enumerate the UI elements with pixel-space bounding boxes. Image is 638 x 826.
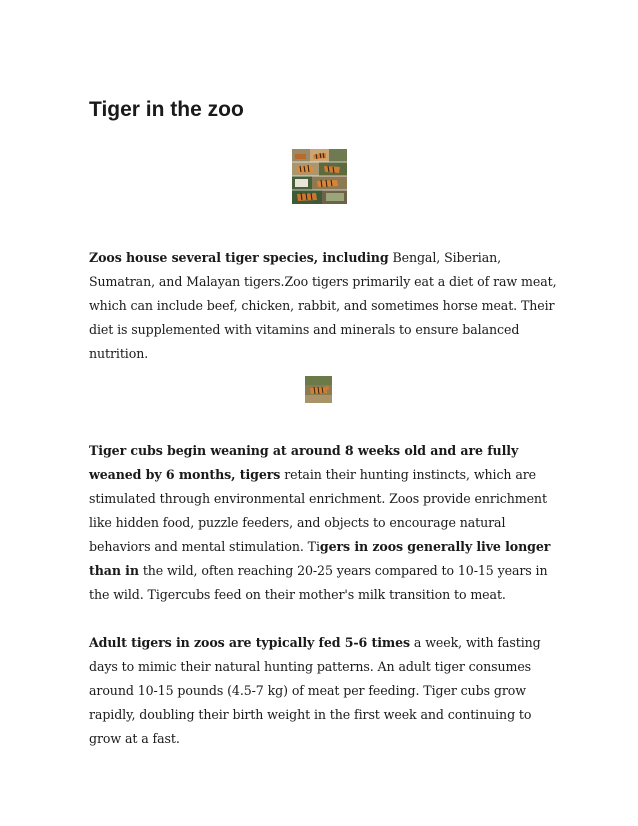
paragraph-cubs-enrichment [89, 439, 559, 607]
page-title: Tiger in the zoo [89, 98, 244, 121]
paragraph-text: retain their hunting instincts, which are stimulated through environmental enrichment. Zoos provide enrichment like hidden food, puzzle feeders, and objects to encourage natural behaviors and mental stimulation. Ti [89, 467, 547, 554]
paragraph-bold-text: Tiger cubs begin weaning at around 8 weeks old and are fully weaned by 6 months, tigers [89, 443, 519, 482]
paragraph-feeding [89, 631, 559, 751]
paragraph-text: a week, with fasting days to mimic their natural hunting patterns. An adult tiger consumes around 10-15 pounds (4.5-7 kg) of meat per feeding. Tiger cubs grow rapidly, doubling their birth weight in the first week and continuing to grow at a fast. [89, 635, 541, 746]
paragraph-species-diet [89, 246, 559, 366]
paragraph-bold-text: Adult tigers in zoos are typically fed 5-6 times [89, 635, 411, 650]
paragraph-text: Bengal, Siberian, Sumatran, and Malayan tigers.Zoo tigers primarily eat a diet of raw meat, which can include beef, chicken, rabbit, and sometimes horse meat. Their diet is supplemented with vitamins and minerals to ensure balanced nutrition. [89, 250, 557, 361]
paragraph-bold-text: gers in zoos generally live longer than in [89, 539, 551, 578]
tiger-photo-collage-icon [292, 149, 347, 204]
tiger-enclosure-photo [305, 376, 332, 403]
paragraph-text: the wild, often reaching 20-25 years compared to 10-15 years in the wild. Tigercubs feed on their mother's milk transition to meat. [89, 563, 548, 602]
paragraph-bold-text: Zoos house several tiger species, including [89, 250, 389, 265]
tiger-photo-collage [292, 149, 347, 204]
tiger-enclosure-photo-icon [305, 376, 332, 403]
